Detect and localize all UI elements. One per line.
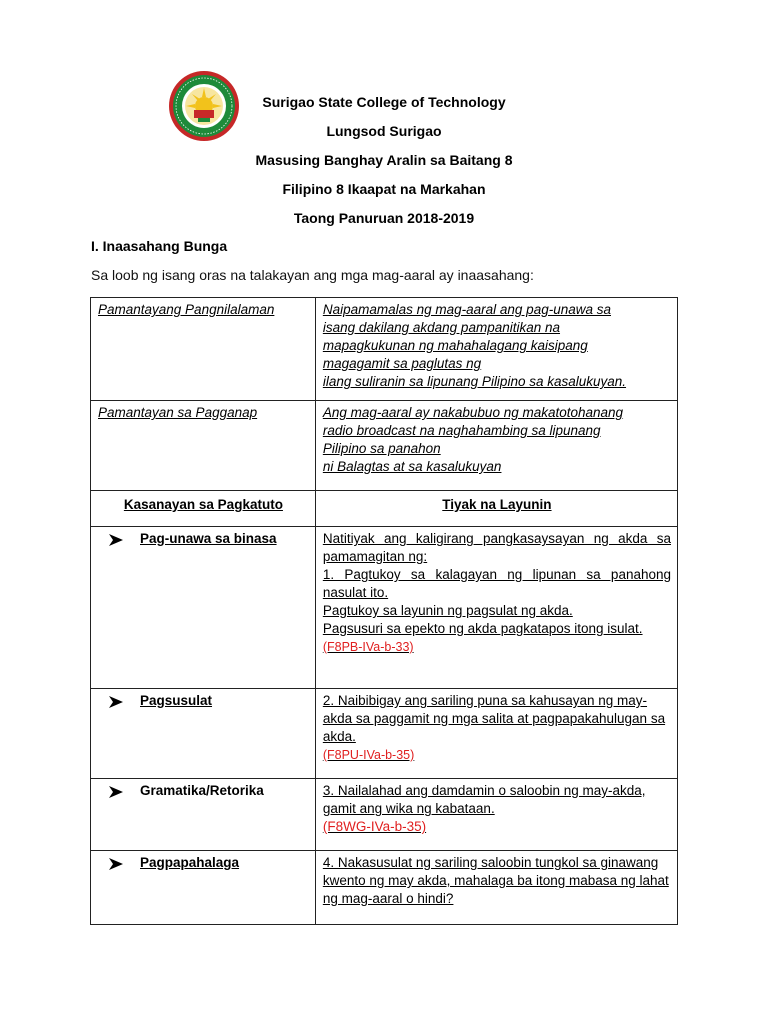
arrowhead-bullet-icon xyxy=(108,857,124,871)
skill-cell xyxy=(91,779,316,851)
learning-outcomes-table xyxy=(90,297,678,925)
text-line: isang dakilang akdang pampanitikan na xyxy=(322,320,561,335)
objective-item: Pagtukoy sa layunin ng pagsulat ng akda. xyxy=(322,603,573,618)
arrowhead-bullet-icon xyxy=(108,533,124,547)
table-row xyxy=(91,527,678,689)
text-line: Ang mag-aaral ay nakabubuo ng makatotohanang xyxy=(322,405,624,420)
skill-cell xyxy=(91,689,316,779)
objective-intro: Natitiyak ang kaligirang pangkasaysayan ng akda sa pamamagitan ng: xyxy=(322,531,671,564)
content-standard-text xyxy=(315,298,677,401)
objective-cell xyxy=(315,851,677,925)
content-standard-label: Pamantayang Pangnilalaman xyxy=(98,302,275,317)
arrowhead-bullet-icon xyxy=(108,695,124,709)
text-line: ni Balagtas at sa kasalukuyan xyxy=(322,459,502,474)
skill-cell xyxy=(91,527,316,689)
objective-cell xyxy=(315,527,677,689)
objective-text: 2. Naibibigay ang sariling puna sa kahusayan ng may-akda sa paggamit ng mga salita at pagpapakahulugan sa akda. xyxy=(322,693,666,744)
text-line: magagamit sa paglutas ng xyxy=(322,356,482,371)
table-row xyxy=(91,298,678,401)
text-line: radio broadcast na naghahambing sa lipunang xyxy=(322,423,601,438)
objective-cell xyxy=(315,779,677,851)
section-title: I. Inaasahang Bunga xyxy=(91,238,228,254)
table-row xyxy=(91,401,678,491)
table-row xyxy=(91,779,678,851)
skill-name: Pag-unawa sa binasa xyxy=(140,531,277,546)
city-name: Lungsod Surigao xyxy=(326,123,442,139)
section-intro: Sa loob ng isang oras na talakayan ang mga mag-aaral ay inaasahang: xyxy=(91,267,534,283)
table-row xyxy=(91,851,678,925)
objective-item: Pagsusuri sa epekto ng akda pagkatapos itong isulat. xyxy=(322,621,643,636)
subject-title: Filipino 8 Ikaapat na Markahan xyxy=(282,181,486,197)
row-label-cell xyxy=(91,401,316,491)
school-name: Surigao State College of Technology xyxy=(262,94,506,110)
competency-code: (F8WG-IVa-b-35) xyxy=(322,819,427,834)
text-line: ilang suliranin sa lipunang Pilipino sa kasalukuyan. xyxy=(322,374,627,389)
column-header-objectives: Tiyak na Layunin xyxy=(315,491,677,527)
column-header-skills: Kasanayan sa Pagkatuto xyxy=(91,491,316,527)
skill-cell xyxy=(91,851,316,925)
performance-standard-label: Pamantayan sa Pagganap xyxy=(98,405,258,420)
objective-item: 1. Pagtukoy sa kalagayan ng lipunan sa panahong nasulat ito. xyxy=(322,567,671,600)
document-header xyxy=(200,90,568,235)
competency-code: (F8PB-IVa-b-33) xyxy=(322,640,414,654)
text-line: mapagkukunan ng mahahalagang kaisipang xyxy=(322,338,588,353)
objective-text: 4. Nakasusulat ng sariling saloobin tungkol sa ginawang kwento ng may akda, mahalaga ba itong mabasa ng lahat ng mag-aaral o hindi? xyxy=(322,855,669,906)
competency-code: (F8PU-IVa-b-35) xyxy=(322,748,415,762)
skill-name: Pagpapahalaga xyxy=(140,855,240,870)
row-label-cell xyxy=(91,298,316,401)
school-year: Taong Panuruan 2018-2019 xyxy=(293,210,475,226)
text-line: Pilipino sa panahon xyxy=(322,441,441,456)
objective-text: 3. Nailalahad ang damdamin o saloobin ng may-akda, gamit ang wika ng kabataan. xyxy=(322,783,646,816)
plan-title: Masusing Banghay Aralin sa Baitang 8 xyxy=(255,152,513,168)
objective-cell xyxy=(315,689,677,779)
performance-standard-text xyxy=(315,401,677,491)
arrowhead-bullet-icon xyxy=(108,785,124,799)
table-row xyxy=(91,689,678,779)
table-header-row xyxy=(91,491,678,527)
skill-name: Pagsusulat xyxy=(140,693,213,708)
text-line: Naipamamalas ng mag-aaral ang pag-unawa sa xyxy=(322,302,611,317)
skill-name: Gramatika/Retorika xyxy=(140,783,264,798)
